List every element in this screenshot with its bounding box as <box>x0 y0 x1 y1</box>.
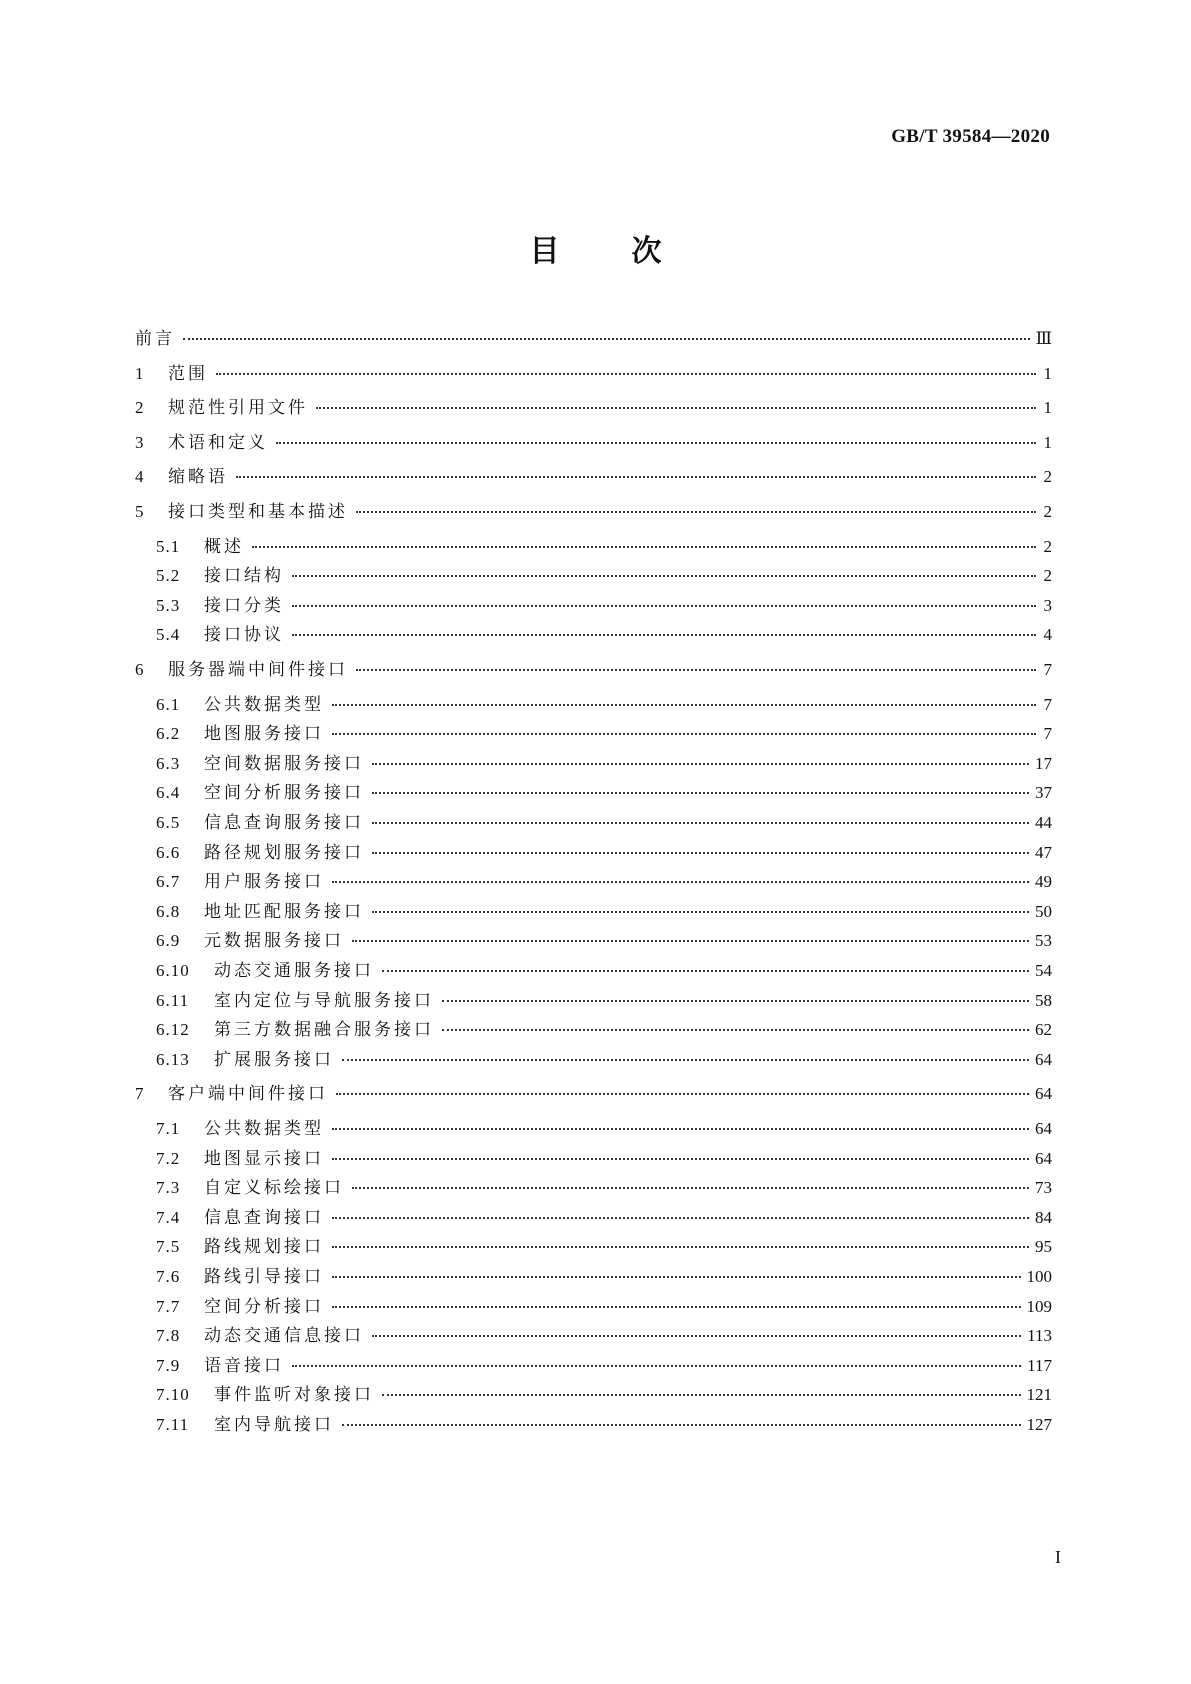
toc-entry-page: 2 <box>1043 467 1052 487</box>
toc-entry-label: 服务器端中间件接口 <box>168 660 348 680</box>
toc-entry[interactable] <box>135 1080 1052 1108</box>
toc-leader-dots <box>332 1276 1021 1278</box>
toc-entry-page: 2 <box>1043 566 1052 586</box>
toc-entry-number: 5.2 <box>156 566 181 586</box>
toc-leader-dots <box>372 1335 1021 1337</box>
toc-entry[interactable] <box>135 498 1052 526</box>
toc-entry-number: 5.4 <box>156 625 181 645</box>
toc-entry-number: 6.8 <box>156 901 181 921</box>
toc-entry-label: 接口类型和基本描述 <box>168 502 348 522</box>
toc-entry[interactable] <box>156 1352 1052 1380</box>
toc-leader-dots <box>332 1217 1029 1219</box>
toc-entry-number: 7.4 <box>156 1207 181 1227</box>
toc-entry-number: 6.4 <box>156 783 181 803</box>
toc-entry-number: 6.6 <box>156 842 181 862</box>
toc-entry-label: 接口协议 <box>204 625 284 646</box>
toc-entry[interactable] <box>156 1381 1052 1409</box>
toc-entry[interactable] <box>156 779 1052 807</box>
toc-entry[interactable] <box>156 562 1052 590</box>
toc-leader-dots <box>292 575 1036 577</box>
toc-entry-page: 7 <box>1043 660 1052 679</box>
toc-entry-number: 7.1 <box>156 1119 181 1138</box>
toc-entry-number: 7.3 <box>156 1178 181 1198</box>
toc-entry-page: 1 <box>1043 363 1052 383</box>
toc-entry-number: 6.10 <box>156 961 190 980</box>
toc-entry-label: 前言 <box>135 329 175 349</box>
toc-entry-page: 44 <box>1035 813 1052 832</box>
toc-entry-number: 6.11 <box>156 990 190 1010</box>
toc-entry-number: 7.10 <box>156 1385 190 1405</box>
toc-entry-page: 73 <box>1035 1178 1052 1198</box>
toc-entry[interactable] <box>156 957 1052 985</box>
toc-entry-number: 7 <box>135 1084 145 1104</box>
toc-entry-number: 7.5 <box>156 1237 181 1257</box>
toc-entry[interactable] <box>156 621 1052 649</box>
toc-entry-page: 95 <box>1035 1237 1052 1257</box>
toc-entry-number: 6.12 <box>156 1020 190 1040</box>
toc-leader-dots <box>292 1365 1021 1367</box>
toc-entry-number: 6.9 <box>156 931 181 951</box>
toc-entry-page: 64 <box>1035 1084 1052 1104</box>
toc-entry-page: 49 <box>1035 872 1052 892</box>
toc-entry-label: 缩略语 <box>168 467 228 488</box>
toc-entry-label: 第三方数据融合服务接口 <box>214 1020 434 1041</box>
toc-entry[interactable] <box>156 809 1052 837</box>
toc-entry[interactable] <box>156 1016 1052 1044</box>
toc-entry-label: 术语和定义 <box>168 432 268 453</box>
toc-entry-page: 64 <box>1035 1148 1052 1168</box>
toc-leader-dots <box>342 1059 1029 1061</box>
toc-entry-page: 1 <box>1043 432 1052 452</box>
toc-entry-label: 信息查询接口 <box>204 1207 324 1228</box>
toc-entry-page: 100 <box>1026 1267 1052 1286</box>
toc-entry[interactable] <box>156 1322 1052 1350</box>
toc-entry-page: 53 <box>1035 931 1052 951</box>
toc-entry-number: 5 <box>135 502 145 521</box>
toc-entry-label: 地图服务接口 <box>204 724 324 745</box>
toc-entry[interactable] <box>135 394 1052 422</box>
toc-entry[interactable] <box>156 1115 1052 1143</box>
toc-entry-label: 动态交通服务接口 <box>214 961 374 981</box>
toc-entry-label: 地图显示接口 <box>204 1148 324 1169</box>
toc-leader-dots <box>292 634 1036 636</box>
toc-entry[interactable] <box>156 868 1052 896</box>
toc-entry[interactable] <box>156 898 1052 926</box>
toc-entry-number: 6.5 <box>156 813 181 832</box>
toc-entry-label: 公共数据类型 <box>204 694 324 715</box>
toc-entry-page: 7 <box>1043 724 1052 744</box>
toc-leader-dots <box>183 338 1030 340</box>
toc-entry-label: 接口结构 <box>204 566 284 587</box>
toc-entry-label: 接口分类 <box>204 595 284 616</box>
toc-entry-page: 7 <box>1043 694 1052 714</box>
toc-entry-number: 7.8 <box>156 1326 181 1346</box>
toc-entry-number: 7.6 <box>156 1267 181 1286</box>
toc-entry-page: 1 <box>1043 398 1052 418</box>
toc-entry[interactable] <box>156 839 1052 867</box>
toc-entry[interactable] <box>156 533 1052 561</box>
toc-entry-number: 2 <box>135 398 145 418</box>
standard-number: GB/T 39584—2020 <box>891 126 1050 147</box>
toc-entry[interactable] <box>156 1233 1052 1261</box>
toc-entry-number: 4 <box>135 467 145 487</box>
toc-entry-page: Ⅲ <box>1035 329 1052 348</box>
toc-leader-dots <box>332 1128 1029 1130</box>
toc-entry[interactable] <box>156 1293 1052 1321</box>
toc-leader-dots <box>372 852 1029 854</box>
toc-entry-label: 规范性引用文件 <box>168 398 308 419</box>
toc-entry[interactable] <box>156 1263 1052 1291</box>
toc-entry-page: 84 <box>1035 1207 1052 1227</box>
toc-entry-number: 6.7 <box>156 872 181 892</box>
toc-entry-label: 路径规划服务接口 <box>204 842 364 863</box>
toc-entry[interactable] <box>156 1204 1052 1232</box>
toc-entry-page: 58 <box>1035 990 1052 1010</box>
toc-entry-label: 路线规划接口 <box>204 1237 324 1258</box>
toc-entry-page: 62 <box>1035 1020 1052 1040</box>
toc-entry-number: 6.2 <box>156 724 181 744</box>
toc-entry-number: 6.1 <box>156 694 181 714</box>
toc-entry-label: 空间数据服务接口 <box>204 753 364 774</box>
toc-entry[interactable] <box>135 463 1052 491</box>
toc-entry-page: 2 <box>1043 536 1052 556</box>
toc-entry-label: 动态交通信息接口 <box>204 1326 364 1347</box>
toc-entry-page: 17 <box>1035 753 1052 773</box>
toc-entry[interactable] <box>156 987 1052 1015</box>
toc-entry[interactable] <box>156 691 1052 719</box>
toc-entry-label: 概述 <box>204 536 244 557</box>
toc-leader-dots <box>332 1158 1029 1160</box>
toc-entry[interactable] <box>156 750 1052 778</box>
toc-leader-dots <box>276 442 1036 444</box>
toc-leader-dots <box>332 1246 1029 1248</box>
toc-entry[interactable] <box>135 429 1052 457</box>
toc-leader-dots <box>372 763 1029 765</box>
toc-entry-page: 50 <box>1035 901 1052 921</box>
toc-entry[interactable] <box>156 1046 1052 1074</box>
toc-leader-dots <box>252 546 1036 548</box>
toc-entry-label: 室内定位与导航服务接口 <box>214 990 434 1011</box>
toc-entry-number: 1 <box>135 363 145 383</box>
toc-leader-dots <box>332 704 1036 706</box>
toc-entry-label: 室内导航接口 <box>214 1415 334 1435</box>
toc-leader-dots <box>236 476 1036 478</box>
toc-entry-page: 64 <box>1035 1119 1052 1138</box>
toc-entry-page: 121 <box>1026 1385 1052 1405</box>
toc-entry-label: 地址匹配服务接口 <box>204 901 364 922</box>
toc-leader-dots <box>352 940 1029 942</box>
toc-leader-dots <box>372 911 1029 913</box>
toc-entry-label: 事件监听对象接口 <box>214 1385 374 1406</box>
toc-entry-label: 元数据服务接口 <box>204 931 344 952</box>
toc-leader-dots <box>382 1394 1021 1396</box>
toc-entry-number: 3 <box>135 432 145 452</box>
toc-entry-label: 范围 <box>168 363 208 384</box>
toc-entry[interactable] <box>156 720 1052 748</box>
toc-entry-number: 7.11 <box>156 1415 190 1434</box>
toc-entry-page: 3 <box>1043 595 1052 615</box>
toc-entry-number: 6.13 <box>156 1049 190 1069</box>
toc-leader-dots <box>332 881 1029 883</box>
toc-entry[interactable] <box>156 1174 1052 1202</box>
toc-leader-dots <box>442 1029 1029 1031</box>
toc-leader-dots <box>372 792 1029 794</box>
toc-entry-page: 4 <box>1043 625 1052 645</box>
toc-leader-dots <box>356 511 1036 513</box>
toc-entry[interactable] <box>135 656 1052 684</box>
toc-entry-page: 127 <box>1026 1415 1052 1434</box>
toc-entry-page: 37 <box>1035 783 1052 803</box>
toc-leader-dots <box>292 605 1036 607</box>
toc-entry[interactable] <box>135 360 1052 388</box>
toc-entry-number: 5.1 <box>156 536 181 556</box>
toc-leader-dots <box>336 1093 1029 1095</box>
toc-entry-number: 5.3 <box>156 595 181 615</box>
toc-entry-page: 54 <box>1035 961 1052 980</box>
toc-entry-number: 7.9 <box>156 1355 181 1375</box>
toc-entry-page: 109 <box>1026 1296 1052 1316</box>
toc-entry-page: 113 <box>1027 1326 1052 1346</box>
toc-entry-number: 6 <box>135 660 145 679</box>
toc-leader-dots <box>352 1187 1029 1189</box>
toc-leader-dots <box>316 407 1036 409</box>
toc-entry-label: 语音接口 <box>204 1355 284 1376</box>
toc-entry[interactable] <box>156 1145 1052 1173</box>
toc-entry-label: 路线引导接口 <box>204 1267 324 1287</box>
toc-entry-page: 64 <box>1035 1049 1052 1069</box>
toc-leader-dots <box>332 1306 1021 1308</box>
toc-title <box>0 226 1191 270</box>
toc-entry-label: 用户服务接口 <box>204 872 324 893</box>
footer-page-number: I <box>1055 1547 1061 1567</box>
toc-leader-dots <box>216 373 1036 375</box>
toc-entry-label: 客户端中间件接口 <box>168 1084 328 1105</box>
toc-entry[interactable] <box>135 325 1052 353</box>
toc-entry-label: 公共数据类型 <box>204 1119 324 1139</box>
toc-entry-label: 信息查询服务接口 <box>204 813 364 833</box>
toc-leader-dots <box>442 1000 1029 1002</box>
toc-entry-label: 自定义标绘接口 <box>204 1178 344 1199</box>
toc-title-char-2: 次 <box>631 234 662 269</box>
toc-entry-page: 2 <box>1043 502 1052 521</box>
toc-entry-label: 扩展服务接口 <box>214 1049 334 1070</box>
toc-entry[interactable] <box>156 927 1052 955</box>
toc-entry-number: 7.7 <box>156 1296 181 1316</box>
toc-leader-dots <box>382 970 1029 972</box>
toc-leader-dots <box>342 1424 1021 1426</box>
toc-entry-page: 117 <box>1027 1355 1052 1375</box>
toc-leader-dots <box>332 733 1036 735</box>
toc-entry-page: 47 <box>1035 842 1052 862</box>
toc-entry[interactable] <box>156 1411 1052 1439</box>
toc-entry-number: 6.3 <box>156 753 181 773</box>
toc-entry-label: 空间分析服务接口 <box>204 783 364 804</box>
toc-title-char-1: 目 <box>529 234 560 269</box>
toc-entry-number: 7.2 <box>156 1148 181 1168</box>
toc-entry[interactable] <box>156 592 1052 620</box>
toc-entry-label: 空间分析接口 <box>204 1296 324 1317</box>
toc-leader-dots <box>372 822 1029 824</box>
toc-leader-dots <box>356 669 1036 671</box>
